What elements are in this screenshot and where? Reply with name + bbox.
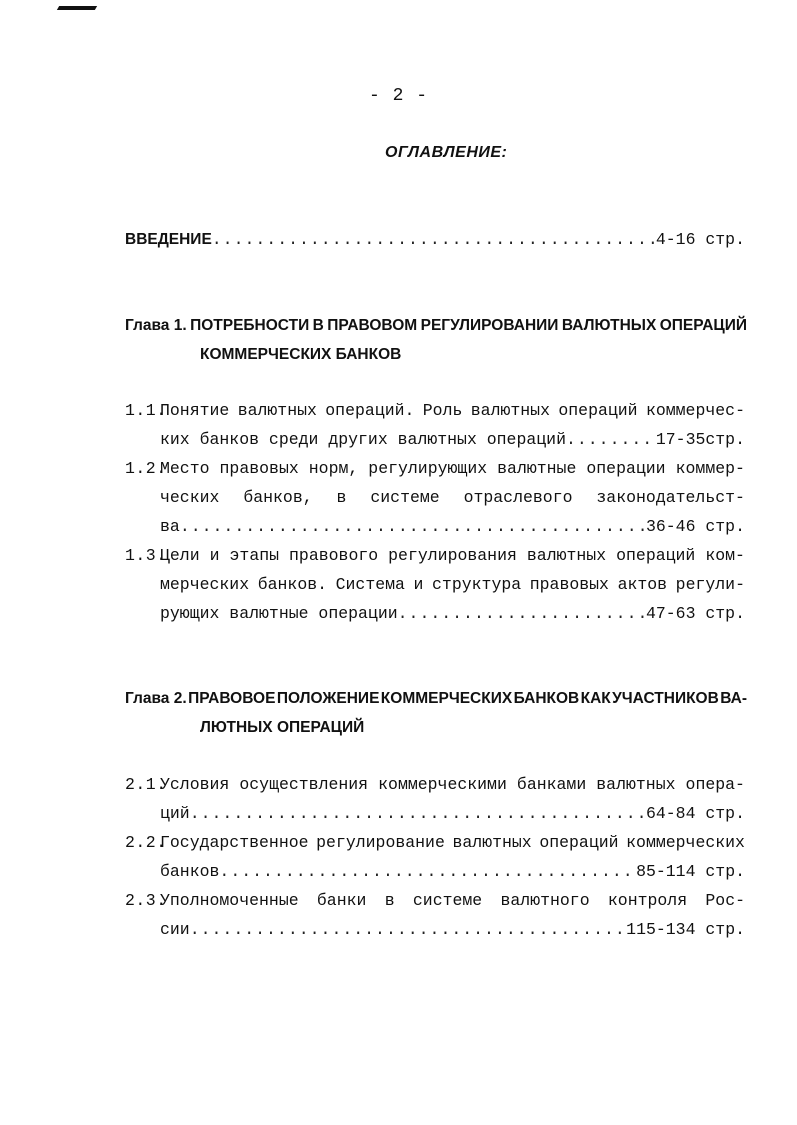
text-word: операций. [325,401,415,420]
text-word: операций [616,546,696,565]
text-word: структура [432,575,522,594]
text-word: системе [412,891,483,910]
text-word: актов [617,575,668,594]
heading-word: В [312,317,324,334]
section-2-1-line-1 [160,773,745,797]
page-number: - 2 - [368,86,428,106]
section-text-end: ких банков среди других валютных операций [160,430,566,449]
heading-word: ВА- [720,690,747,707]
text-word: в [336,488,347,507]
toc-title: ОГЛАВЛЕНИЕ: [385,144,508,161]
text-word: Роль [422,401,463,420]
section-number: 1.3. [125,546,167,565]
heading-word: ПРАВОВОЕ [188,690,276,707]
section-pages: 115-134 стр. [626,920,745,939]
text-word: регули- [675,575,745,594]
text-word: и [209,546,220,565]
text-word: Цели [160,546,200,565]
intro-label: ВВЕДЕНИЕ [125,231,212,248]
text-word: и [413,575,424,594]
section-text-end: рующих валютные операции [160,604,398,623]
section-pages: 47-63 стр. [645,604,745,623]
chapter-2-heading [125,687,747,711]
heading-word: УЧАСТНИКОВ [612,690,719,707]
intro-pages: 4-16 стр. [655,230,745,249]
text-word: коммерческими [378,775,507,794]
text-word: валютных [596,775,676,794]
text-word: этапы [229,546,280,565]
heading-word: КАК [580,690,611,707]
section-1-3-line-1 [160,544,745,568]
section-1-1-line-1 [160,399,745,423]
text-word: Понятие [160,401,230,420]
text-word: валютных [526,546,607,565]
section-1-2-line-2 [160,486,745,510]
text-word: опера- [685,775,745,794]
section-pages: 85-114 стр. [636,862,745,881]
heading-word: ПОЛОЖЕНИЕ [276,690,380,707]
dot-leader [566,428,654,452]
chapter-2-heading-cont: ЛЮТНЫХ ОПЕРАЦИЙ [200,719,365,736]
heading-word: ОПЕРАЦИЙ [659,317,747,334]
text-word: операции [586,459,666,478]
section-1-3-line-2 [160,573,745,597]
text-word: Условия [160,775,230,794]
dot-leader [212,228,654,252]
section-pages: 17-35стр. [655,430,745,449]
section-number: 1.2. [125,459,167,478]
text-word: Система [335,575,405,594]
text-word: правовых [219,459,299,478]
text-word: операций [539,833,619,852]
text-word: коммерчес- [645,401,745,420]
section-1-2-line-last [160,515,745,539]
section-1-2-line-1 [160,457,745,481]
section-pages: 36-46 стр. [645,517,745,536]
section-1-3-line-last [160,602,745,626]
chapter-1-heading-cont: КОММЕРЧЕСКИХ БАНКОВ [200,346,402,363]
text-word: коммерческих [626,833,745,852]
text-word: законодательст- [596,488,745,507]
heading-word: КОММЕРЧЕСКИХ [380,690,513,707]
text-word: регулирующих [368,459,488,478]
text-word: валютные [497,459,577,478]
text-word: валютных [470,401,550,420]
text-word: банков. [257,575,328,594]
dot-leader [190,802,644,826]
chapter-1-heading [125,314,747,338]
text-word: в [384,891,395,910]
text-word: мерческих [160,575,250,594]
scan-artifact-mark [57,6,97,10]
section-text-end: ва [160,517,180,536]
dot-leader [180,515,644,539]
chapter-2-prefix: Глава 2. [125,690,187,707]
section-number: 2.1. [125,775,167,794]
dot-leader [190,918,624,942]
section-2-3-line-1 [160,889,745,913]
text-word: ческих [160,488,220,507]
text-word: коммер- [675,459,745,478]
text-word: банков, [243,488,313,507]
section-text-end: сии [160,920,190,939]
text-word: валютных [452,833,532,852]
heading-word: РЕГУЛИРОВАНИИ [420,317,559,334]
section-2-2-line-last [160,860,745,884]
text-word: системе [370,488,440,507]
text-word: отраслевого [463,488,573,507]
heading-word: ВАЛЮТНЫХ [561,317,657,334]
text-word: норм, [308,459,359,478]
toc-entry-introduction [125,228,745,252]
heading-word: ПРАВОВОМ [327,317,418,334]
section-2-1-line-last [160,802,745,826]
text-word: правовых [529,575,609,594]
heading-word: БАНКОВ [513,690,580,707]
section-number: 1.1. [125,401,167,420]
text-word: Место [160,459,210,478]
section-2-3-line-last [160,918,745,942]
text-word: валютного [500,891,590,910]
dot-leader [398,602,644,626]
dot-leader [219,860,634,884]
text-word: валютных [237,401,317,420]
text-word: контроля [607,891,688,910]
heading-word: ПОТРЕБНОСТИ [190,317,310,334]
text-word: операций [558,401,638,420]
section-pages: 64-84 стр. [645,804,745,823]
section-text-end: ций [160,804,190,823]
text-word: Уполномоченные [160,891,299,910]
text-word: ком- [705,546,745,565]
section-text-end: банков [160,862,220,881]
chapter-1-prefix: Глава 1. [125,317,187,334]
section-number: 2.3. [125,891,167,910]
text-word: банками [516,775,587,794]
text-word: регулирование [316,833,445,852]
section-number: 2.2. [125,833,167,852]
text-word: регулирования [388,546,517,565]
text-word: правового [289,546,379,565]
text-word: банки [316,891,367,910]
section-2-2-line-1 [160,831,745,855]
section-1-1-line-last [160,428,745,452]
text-word: осуществления [239,775,369,794]
text-word: Государственное [160,833,309,852]
text-word: Рос- [705,891,745,910]
